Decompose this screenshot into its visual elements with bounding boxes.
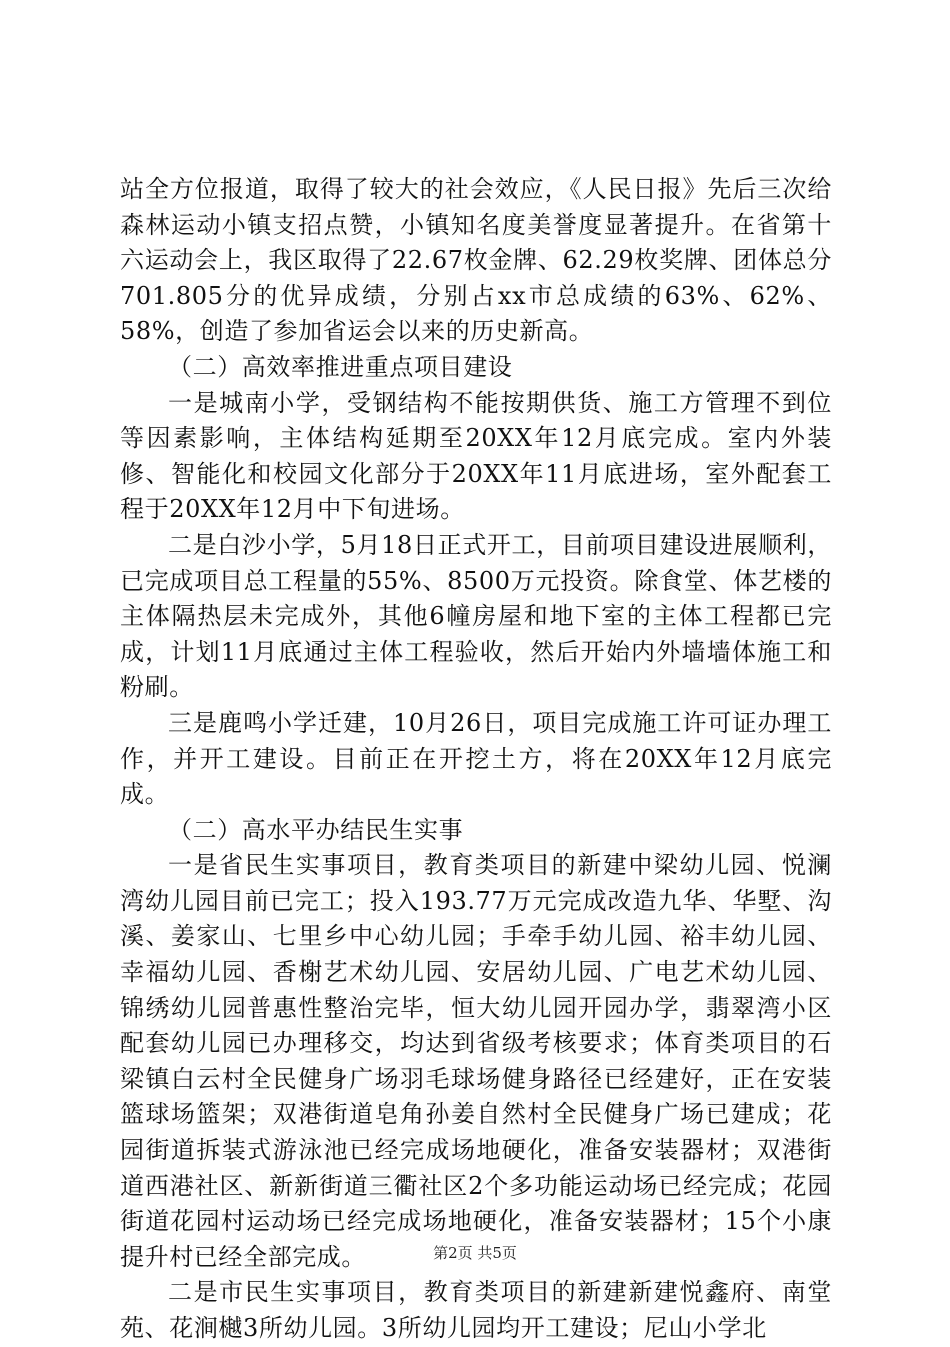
paragraph-medal-results: 站全方位报道，取得了较大的社会效应，《人民日报》先后三次给森林运动小镇支招点赞，小镇知名度美誉度显著提升。在省第十六运动会上，我区取得了22.67枚金牌、62.29枚奖牌、团体总分701.805分的优异成绩，分别占xx市总成绩的63%、62%、58%，创造了参加省运会以来的历史新高。 [120,175,832,346]
paragraph-chengnan-school: 一是城南小学，受钢结构不能按期供货、施工方管理不到位等因素影响，主体结构延期至20XX年12月底完成。室内外装修、智能化和校园文化部分于20XX年11月底进场，室外配套工程于20XX年12月中下旬进场。 [120,388,832,524]
page-number: 第2页 共5页 [433,1244,517,1262]
section-heading-key-projects: （二）高效率推进重点项目建设 [168,352,513,381]
paragraph-provincial-projects: 一是省民生实事项目，教育类项目的新建中梁幼儿园、悦澜湾幼儿园目前已完工；投入193.77万元完成改造九华、华墅、沟溪、姜家山、七里乡中心幼儿园；手牵手幼儿园、裕丰幼儿园、幸福幼儿园、香榭艺术幼儿园、安居幼儿园、广电艺术幼儿园、锦绣幼儿园普惠性整治完毕，恒大幼儿园开园办学，翡翠湾小区配套幼儿园已办理移交，均达到省级考核要求；体育类项目的石梁镇白云村全民健身广场羽毛球场健身路径已经建好，正在安装篮球场篮架；双港街道皂角孙姜自然村全民健身广场已建成；花园街道拆装式游泳池已经完成场地硬化，准备安装器材；双港街道西港社区、新新街道三衢社区2个多功能运动场已经完成；花园街道花园村运动场已经完成场地硬化，准备安装器材；15个小康提升村已经全部完成。 [120,851,832,1271]
paragraph-baisha-school: 二是白沙小学，5月18日正式开工，目前项目建设进展顺利，已完成项目总工程量的55%、8500万元投资。除食堂、体艺楼的主体隔热层未完成外，其他6幢房屋和地下室的主体工程都已完成，计划11月底通过主体工程验收，然后开始内外墙墙体施工和粉刷。 [120,530,832,702]
paragraph-luming-school: 三是鹿鸣小学迁建，10月26日，项目完成施工许可证办理工作，并开工建设。目前正在开挖土方，将在20XX年12月底完成。 [120,708,832,809]
page-footer [0,1243,950,1263]
document-body [120,172,832,1347]
section-heading-livelihood: （二）高水平办结民生实事 [168,815,464,844]
paragraph-municipal-projects: 二是市民生实事项目，教育类项目的新建新建悦鑫府、南堂苑、花涧樾3所幼儿园。3所幼儿园均开工建设；尼山小学北 [120,1278,832,1342]
